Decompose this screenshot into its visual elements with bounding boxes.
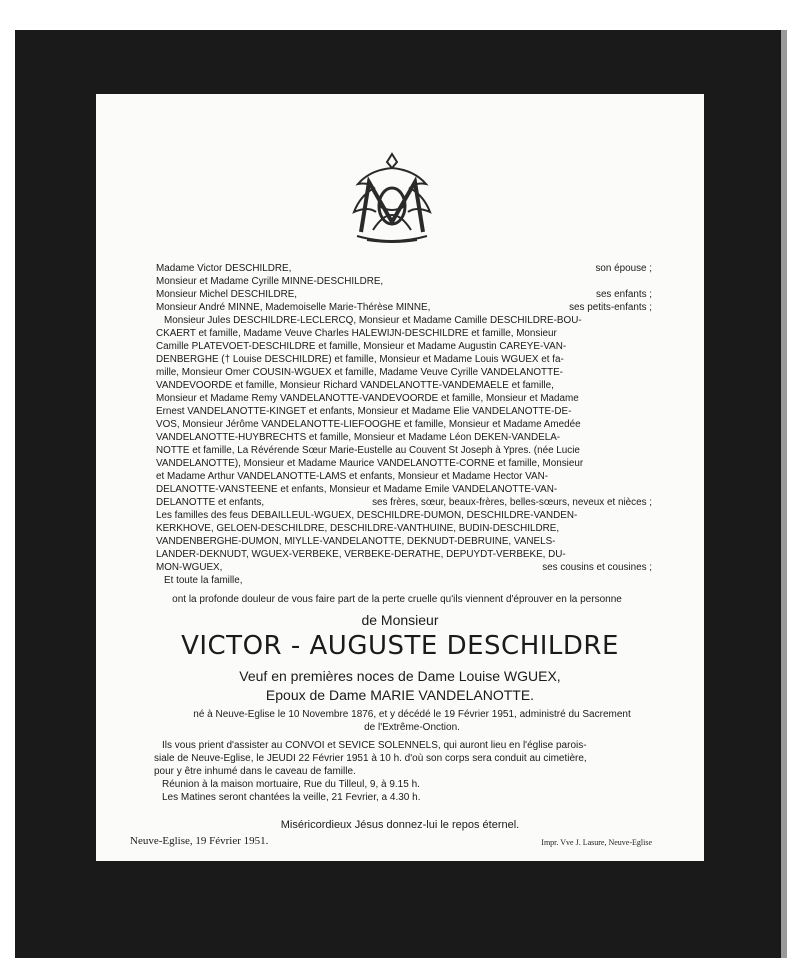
mount-edge <box>781 30 787 958</box>
relatives-line: VANDELANOTTE-HUYBRECHTS et famille, Monsieur et Madame Léon DEKEN-VANDELA- <box>156 432 561 443</box>
relatives-line: Ernest VANDELANOTTE-KINGET et enfants, Monsieur et Madame Elie VANDELANOTTE-DE- <box>156 406 572 417</box>
family-line <box>156 275 652 288</box>
deceased-name: VICTOR - AUGUSTE DESCHILDRE <box>181 631 619 661</box>
place-date: Neuve-Eglise, 19 Février 1951. <box>130 835 269 847</box>
prayer-line: Miséricordieux Jésus donnez-lui le repos éternel. <box>280 819 520 831</box>
relatives-paragraph <box>156 314 652 496</box>
late-families-line: LANDER-DEKNUDT, WGUEX-VERBEKE, VERBEKE-DERATHE, DEPUYDT-VERBEKE, DU- <box>156 549 566 560</box>
relatives-line: NOTTE et famille, La Révérende Sœur Marie-Eustelle au Couvent St Joseph à Ypres. (née Lucie <box>156 445 580 456</box>
relation: ses cousins et cousines ; <box>542 562 652 573</box>
funeral-paragraph <box>154 739 670 778</box>
relatives-line: DENBERGHE († Louise DESCHILDRE) et famille, Monsieur et Madame Louis WGUEX et fa- <box>156 354 564 365</box>
title-prefix: de Monsieur <box>361 612 439 628</box>
relatives-line: Monsieur Jules DESCHILDRE-LECLERCQ, Monsieur et Madame Camille DESCHILDRE-BOU- <box>164 315 582 326</box>
relatives-line: VANDELANOTTE), Monsieur et Madame Maurice VANDELANOTTE-CORNE et famille, Monsieur <box>156 458 584 469</box>
spouse-line: Epoux de Dame MARIE VANDELANOTTE. <box>265 687 535 703</box>
whole-family: Et toute la famille, <box>164 575 243 586</box>
funeral-line: pour y être inhumé dans le caveau de famille. <box>154 766 356 777</box>
late-families-closing <box>156 561 652 574</box>
funeral-line: Ils vous prient d'assister au CONVOI et SEVICE SOLENNELS, qui auront lieu en l'église parois- <box>162 740 587 751</box>
memorial-card <box>96 94 704 861</box>
relatives-last: DELANOTTE et enfants, <box>156 497 265 508</box>
relatives-line: Monsieur et Madame Remy VANDELANOTTE-VANDEVOORDE et famille, Monsieur et Madame <box>156 393 579 404</box>
late-families-paragraph <box>156 509 652 561</box>
matins-line: Les Matines seront chantées la veille, 21 Fevrier, a 4.30 h. <box>162 792 421 803</box>
relatives-line: VANDEVOORDE et famille, Monsieur Richard VANDELANOTTE-VANDEMAELE et famille, <box>156 380 554 391</box>
relatives-line: Camille PLATEVOET-DESCHILDRE et famille, Monsieur et Madame Augustin CAREYE-VAN- <box>156 341 567 352</box>
family-name: Monsieur Michel DESCHILDRE, <box>156 289 298 300</box>
relatives-line: mille, Monsieur Omer COUSIN-WGUEX et famille, Madame Veuve Cyrille VANDELANOTTE- <box>156 367 563 378</box>
family-line <box>156 301 652 314</box>
relatives-line: CKAERT et famille, Madame Veuve Charles HALEWIJN-DESCHILDRE et famille, Monsieur <box>156 328 557 339</box>
late-families-line: KERKHOVE, GELOEN-DESCHILDRE, DESCHILDRE-VANTHUINE, BUDIN-DESCHILDRE, <box>156 523 560 534</box>
family-name: Monsieur André MINNE, Mademoiselle Marie-Thérèse MINNE, <box>156 302 431 313</box>
late-families-line: VANDENBERGHE-DUMON, MIYLLE-VANDELANOTTE, DEKNUDT-DEBRUINE, VANELS- <box>156 536 556 547</box>
birth-death-line: de l'Extrême-Onction. <box>364 722 460 733</box>
printer-credit: Impr. Vve J. Lasure, Neuve-Eglise <box>541 838 652 847</box>
gathering-line: Réunion à la maison mortuaire, Rue du Tilleul, 9, à 9.15 h. <box>162 779 420 790</box>
late-families-line: Les familles des feus DEBAILLEUL-WGUEX, DESCHILDRE-DUMON, DESCHILDRE-VANDEN- <box>156 510 578 521</box>
family-line <box>156 262 652 275</box>
relation: son épouse ; <box>595 263 652 274</box>
family-line <box>156 288 652 301</box>
marian-monogram-icon <box>349 152 435 244</box>
late-families-last: MON-WGUEX, <box>156 562 223 573</box>
relatives-line: DELANOTTE-VANSTEENE et enfants, Monsieur et Madame Emile VANDELANOTTE-VAN- <box>156 484 558 495</box>
funeral-line: siale de Neuve-Eglise, le JEUDI 22 Février 1951 à 10 h. d'où son corps sera conduit au cimetière, <box>154 753 587 764</box>
family-notice <box>156 262 652 587</box>
relatives-closing <box>156 496 652 509</box>
family-name: Madame Victor DESCHILDRE, <box>156 263 292 274</box>
relation: ses enfants ; <box>596 289 652 300</box>
relatives-line: VOS, Monsieur Jérôme VANDELANOTTE-LIEFOOGHE et famille, Monsieur et Madame Amedée <box>156 419 581 430</box>
relation: ses petits-enfants ; <box>569 302 652 313</box>
announcement: ont la profonde douleur de vous faire part de la perte cruelle qu'ils viennent d'éprouver en la personne <box>172 594 622 605</box>
widow-line: Veuf en premières noces de Dame Louise WGUEX, <box>239 668 561 684</box>
relation: ses frères, sœur, beaux-frères, belles-sœurs, neveux et nièces ; <box>372 497 652 508</box>
birth-death-line: né à Neuve-Eglise le 10 Novembre 1876, et y décédé le 19 Février 1951, administré du Sacrement <box>193 709 631 720</box>
funeral-details <box>154 708 670 804</box>
relatives-line: et Madame Arthur VANDELANOTTE-LAMS et enfants, Monsieur et Madame Hector VAN- <box>156 471 549 482</box>
family-name: Monsieur et Madame Cyrille MINNE-DESCHILDRE, <box>156 276 384 287</box>
